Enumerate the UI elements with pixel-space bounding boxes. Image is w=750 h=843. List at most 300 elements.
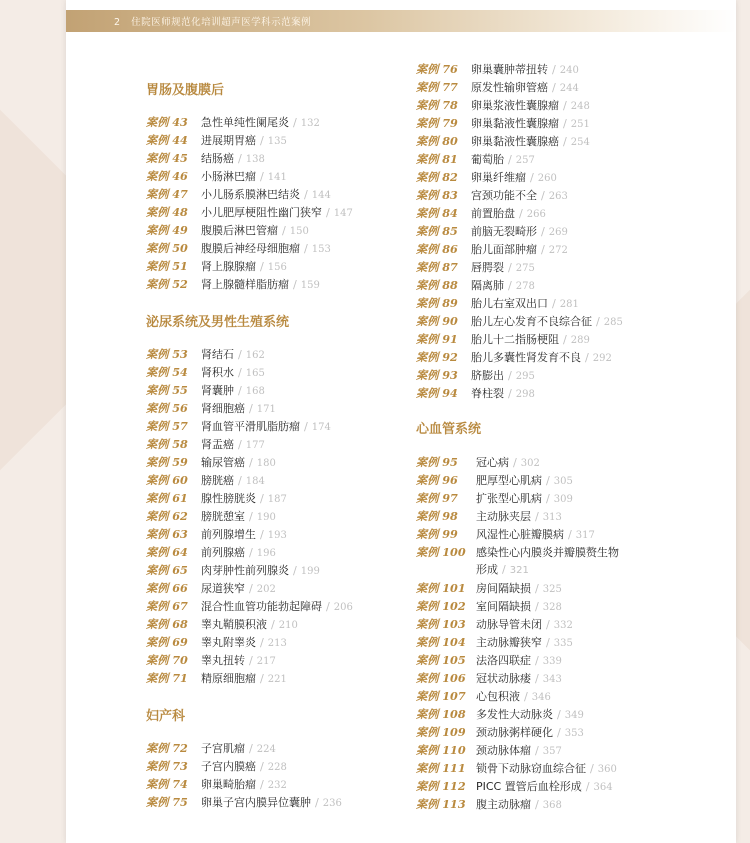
toc-entry[interactable]	[416, 489, 573, 507]
page-separator: /	[260, 170, 264, 183]
page-separator: /	[563, 333, 567, 346]
page-number: 263	[548, 191, 568, 202]
page-number: 177	[245, 440, 265, 451]
page-separator: /	[508, 261, 512, 274]
case-title: 小肠淋巴瘤	[201, 170, 256, 183]
page-separator: /	[271, 618, 275, 631]
toc-entry[interactable]	[416, 348, 612, 366]
page-number: 254	[570, 137, 590, 148]
toc-entry[interactable]	[416, 132, 590, 150]
page-number: 196	[256, 548, 276, 559]
running-header	[66, 10, 736, 32]
case-title: 主动脉夹层	[476, 510, 531, 523]
case-title: 小儿肥厚梗阻性幽门狭窄	[201, 206, 322, 219]
case-number: 案例 103	[416, 617, 466, 631]
toc-entry[interactable]	[416, 294, 579, 312]
toc-entry[interactable]	[416, 114, 590, 132]
page-separator: /	[552, 81, 556, 94]
toc-entry[interactable]	[146, 793, 342, 811]
toc-entry[interactable]	[146, 167, 287, 185]
page-number: 269	[548, 227, 568, 238]
section-title: 胃肠及腹膜后	[146, 83, 225, 98]
page-separator: /	[249, 654, 253, 667]
case-number: 案例 110	[416, 743, 466, 757]
case-number: 案例 82	[416, 170, 458, 184]
page-number: 165	[245, 368, 265, 379]
case-number: 案例 95	[416, 455, 458, 469]
page-separator: /	[293, 564, 297, 577]
toc-entry[interactable]	[146, 185, 331, 203]
case-number: 案例 91	[416, 332, 458, 346]
case-number: 案例 49	[146, 223, 188, 237]
page-number: 224	[256, 744, 276, 755]
page-separator: /	[524, 690, 528, 703]
case-number: 案例 54	[146, 365, 188, 379]
case-title: 宫颈功能不全	[471, 189, 537, 202]
toc-entry[interactable]	[416, 150, 535, 168]
page-number: 260	[537, 173, 557, 184]
case-title: 扩张型心肌病	[476, 492, 542, 505]
page-number: 228	[267, 762, 287, 773]
page-number: 281	[559, 299, 579, 310]
page-separator: /	[546, 474, 550, 487]
toc-entry[interactable]	[146, 633, 287, 651]
case-title: 卵巢囊肿蒂扭转	[471, 63, 548, 76]
toc-entry[interactable]	[416, 384, 535, 402]
toc-entry[interactable]	[416, 687, 551, 705]
case-title: 肾细胞癌	[201, 402, 245, 415]
page-separator: /	[249, 546, 253, 559]
page-number: 162	[245, 350, 265, 361]
case-title: 肾盂癌	[201, 438, 234, 451]
case-number: 案例 75	[146, 795, 188, 809]
page-separator: /	[293, 278, 297, 291]
page-number: 298	[515, 389, 535, 400]
toc-entry[interactable]	[416, 615, 573, 633]
page-number: 221	[267, 674, 287, 685]
page-separator: /	[249, 402, 253, 415]
case-number: 案例 53	[146, 347, 188, 361]
toc-entry[interactable]	[416, 525, 595, 543]
case-title: 动脉导管未闭	[476, 618, 542, 631]
toc-entry[interactable]	[146, 381, 265, 399]
page-separator: /	[260, 134, 264, 147]
case-title: 室间隔缺损	[476, 600, 531, 613]
toc-entry[interactable]	[416, 741, 562, 759]
page-number: 339	[542, 656, 562, 667]
case-number: 案例 111	[416, 761, 466, 775]
toc-entry[interactable]	[146, 543, 276, 561]
case-title: 卵巢畸胎瘤	[201, 778, 256, 791]
page-number: 217	[256, 656, 276, 667]
toc-entry[interactable]	[416, 366, 535, 384]
case-title: 隔离肺	[471, 279, 504, 292]
case-number: 案例 89	[416, 296, 458, 310]
case-number: 案例 62	[146, 509, 188, 523]
page-separator: /	[546, 618, 550, 631]
toc-entry[interactable]	[146, 471, 265, 489]
page-separator: /	[249, 510, 253, 523]
case-title: 膀胱憩室	[201, 510, 245, 523]
toc-entry[interactable]	[416, 60, 579, 78]
page-number: 368	[542, 800, 562, 811]
case-title: 子宫肌瘤	[201, 742, 245, 755]
page-number: 289	[570, 335, 590, 346]
case-number: 案例 43	[146, 115, 188, 129]
page-separator: /	[519, 207, 523, 220]
case-title: 脐膨出	[471, 369, 504, 382]
page-number: 147	[333, 208, 353, 219]
case-title: 肾上腺髓样脂肪瘤	[201, 278, 289, 291]
case-title: 唇腭裂	[471, 261, 504, 274]
page-number: 349	[564, 710, 584, 721]
case-number: 案例 88	[416, 278, 458, 292]
page-number: 332	[553, 620, 573, 631]
page-separator: /	[596, 315, 600, 328]
page-separator: /	[260, 672, 264, 685]
page-number: 285	[603, 317, 623, 328]
toc-entry[interactable]	[416, 312, 623, 330]
page-separator: /	[260, 778, 264, 791]
case-title: 输尿管癌	[201, 456, 245, 469]
toc-entry[interactable]	[146, 453, 276, 471]
case-title: 卵巢纤维瘤	[471, 171, 526, 184]
page-separator: /	[508, 369, 512, 382]
toc-entry[interactable]	[146, 131, 287, 149]
toc-entry[interactable]	[416, 276, 535, 294]
case-number: 案例 102	[416, 599, 466, 613]
page-separator: /	[568, 528, 572, 541]
page-number: 346	[531, 692, 551, 703]
page-number: 272	[548, 245, 568, 256]
toc-entry[interactable]	[416, 579, 562, 597]
page-separator: /	[249, 456, 253, 469]
page-separator: /	[238, 152, 242, 165]
case-title: PICC 置管后血栓形成	[476, 780, 582, 793]
case-title: 肉芽肿性前列腺炎	[201, 564, 289, 577]
toc-entry[interactable]	[416, 204, 546, 222]
page-number: 187	[267, 494, 287, 505]
case-title: 腺性膀胱炎	[201, 492, 256, 505]
toc-entry[interactable]	[416, 168, 557, 186]
case-number: 案例 66	[146, 581, 188, 595]
case-title: 精原细胞瘤	[201, 672, 256, 685]
case-title: 腹主动脉瘤	[476, 798, 531, 811]
case-number: 案例 48	[146, 205, 188, 219]
toc-entry[interactable]	[146, 561, 320, 579]
case-title: 胎儿左心发育不良综合征	[471, 315, 592, 328]
toc-entry[interactable]	[416, 777, 613, 795]
case-title: 冠状动脉瘘	[476, 672, 531, 685]
case-number: 案例 74	[146, 777, 188, 791]
toc-entry[interactable]	[416, 759, 617, 777]
case-title: 结肠癌	[201, 152, 234, 165]
page-separator: /	[535, 582, 539, 595]
header-page-number: 2	[114, 17, 121, 28]
page-separator: /	[563, 99, 567, 112]
case-number: 案例 83	[416, 188, 458, 202]
toc-entry[interactable]	[146, 239, 331, 257]
toc-entry[interactable]	[416, 795, 562, 813]
page-separator: /	[585, 780, 590, 793]
case-title: 卵巢子宫内膜异位囊肿	[201, 796, 311, 809]
page-number: 156	[267, 262, 287, 273]
page-number: 248	[570, 101, 590, 112]
page-separator: /	[502, 563, 506, 576]
toc-entry[interactable]	[146, 525, 287, 543]
case-number: 案例 60	[146, 473, 188, 487]
page-separator: /	[557, 708, 561, 721]
page-separator: /	[585, 351, 589, 364]
case-title: 睾丸扭转	[201, 654, 245, 667]
page-number: 244	[559, 83, 579, 94]
section-title: 泌尿系统及男性生殖系统	[146, 315, 290, 330]
page-number: 309	[553, 494, 573, 505]
page-separator: /	[304, 188, 308, 201]
page-separator: /	[293, 116, 297, 129]
toc-entry[interactable]	[146, 275, 320, 293]
case-number: 案例 85	[416, 224, 458, 238]
page-separator: /	[315, 796, 319, 809]
page-number: 317	[575, 530, 595, 541]
toc-entry[interactable]	[416, 330, 590, 348]
page-number: 150	[289, 226, 309, 237]
page-number: 144	[311, 190, 331, 201]
page-separator: /	[249, 582, 253, 595]
toc-entry[interactable]	[416, 471, 573, 489]
page-number: 210	[278, 620, 298, 631]
page-number: 132	[300, 118, 320, 129]
page-separator: /	[282, 224, 286, 237]
page-separator: /	[557, 726, 561, 739]
case-number: 案例 96	[416, 473, 458, 487]
toc-entry[interactable]	[146, 221, 309, 239]
toc-entry[interactable]	[146, 113, 320, 131]
toc-entry[interactable]	[416, 453, 540, 471]
page-number: 184	[245, 476, 265, 487]
toc-entry[interactable]	[416, 78, 579, 96]
page-separator: /	[249, 742, 253, 755]
toc-entry[interactable]	[146, 651, 276, 669]
toc-entry[interactable]	[146, 417, 331, 435]
toc-entry[interactable]	[146, 345, 265, 363]
page-number: 135	[267, 136, 287, 147]
toc-entry[interactable]	[146, 489, 287, 507]
case-number: 案例 78	[416, 98, 458, 112]
toc-entry[interactable]	[146, 669, 287, 687]
page-separator: /	[260, 636, 264, 649]
case-title: 脊柱裂	[471, 387, 504, 400]
page-separator: /	[260, 492, 264, 505]
toc-entry[interactable]	[416, 258, 535, 276]
toc-entry[interactable]	[146, 597, 353, 615]
case-title: 主动脉瓣狭窄	[476, 636, 542, 649]
page-separator: /	[552, 63, 556, 76]
toc-entry[interactable]	[416, 651, 562, 669]
case-number: 案例 55	[146, 383, 188, 397]
page-separator: /	[552, 297, 556, 310]
page-separator: /	[238, 438, 242, 451]
toc-entry[interactable]	[416, 597, 562, 615]
page-number: 232	[267, 780, 287, 791]
case-number: 案例 100	[416, 545, 466, 559]
case-number: 案例 107	[416, 689, 466, 703]
page-number: 168	[245, 386, 265, 397]
page-separator: /	[541, 225, 545, 238]
page-number: 292	[592, 353, 612, 364]
page-number: 257	[515, 155, 535, 166]
page-separator: /	[508, 153, 512, 166]
case-number: 案例 97	[416, 491, 458, 505]
page-number: 202	[256, 584, 276, 595]
case-number: 案例 45	[146, 151, 188, 165]
section-title: 心血管系统	[416, 422, 482, 437]
toc-entry[interactable]	[416, 507, 562, 525]
case-title: 胎儿多囊性肾发育不良	[471, 351, 581, 364]
case-title: 子宫内膜癌	[201, 760, 256, 773]
toc-entry[interactable]	[416, 723, 584, 741]
case-title: 多发性大动脉炎	[476, 708, 553, 721]
page-number: 278	[515, 281, 535, 292]
case-number: 案例 63	[146, 527, 188, 541]
page-separator: /	[238, 366, 242, 379]
toc-entry[interactable]	[146, 257, 287, 275]
case-title: 颈动脉体瘤	[476, 744, 531, 757]
page-separator: /	[535, 600, 539, 613]
toc-entry[interactable]	[416, 186, 568, 204]
header-running-title: 住院医师规范化培训超声医学科示范案例	[131, 17, 312, 28]
case-title-continued: 形成	[476, 563, 498, 576]
page-number: 364	[593, 782, 613, 793]
case-title: 前置胎盘	[471, 207, 515, 220]
case-number: 案例 90	[416, 314, 458, 328]
toc-entry[interactable]	[146, 435, 265, 453]
case-number: 案例 44	[146, 133, 188, 147]
page-number: 171	[256, 404, 276, 415]
toc-entry[interactable]	[146, 775, 287, 793]
case-title: 肾血管平滑肌脂肪瘤	[201, 420, 300, 433]
page-separator: /	[508, 279, 512, 292]
toc-entry[interactable]	[146, 203, 353, 221]
case-title: 睾丸附睾炎	[201, 636, 256, 649]
page-separator: /	[563, 135, 567, 148]
page-number: 180	[256, 458, 276, 469]
case-title: 胎儿十二指肠梗阻	[471, 333, 559, 346]
toc-entry[interactable]	[416, 669, 562, 687]
case-number: 案例 68	[146, 617, 188, 631]
case-title: 锁骨下动脉窃血综合征	[476, 762, 586, 775]
case-number: 案例 64	[146, 545, 188, 559]
case-title: 房间隔缺损	[476, 582, 531, 595]
case-number: 案例 58	[146, 437, 188, 451]
page-separator: /	[304, 242, 308, 255]
toc-entry[interactable]	[416, 633, 573, 651]
page-number: 141	[267, 172, 287, 183]
case-title: 肾积水	[201, 366, 234, 379]
case-title: 感染性心内膜炎并瓣膜赘生物	[476, 546, 619, 559]
case-title: 卵巢浆液性囊腺瘤	[471, 99, 559, 112]
page-number: 313	[542, 512, 562, 523]
toc-entry[interactable]	[146, 399, 276, 417]
case-number: 案例 52	[146, 277, 188, 291]
case-title: 小儿肠系膜淋巴结炎	[201, 188, 300, 201]
case-title: 风湿性心脏瓣膜病	[476, 528, 564, 541]
toc-entry[interactable]	[146, 507, 276, 525]
case-number: 案例 93	[416, 368, 458, 382]
case-number: 案例 112	[416, 779, 466, 793]
page-separator: /	[260, 528, 264, 541]
page-separator: /	[238, 384, 242, 397]
case-number: 案例 80	[416, 134, 458, 148]
toc-entry[interactable]	[146, 363, 265, 381]
case-number: 案例 101	[416, 581, 466, 595]
toc-entry[interactable]	[146, 615, 298, 633]
toc-entry[interactable]	[146, 739, 276, 757]
page-number: 321	[509, 565, 529, 576]
section-title: 妇产科	[146, 709, 186, 724]
case-number: 案例 50	[146, 241, 188, 255]
toc-entry[interactable]	[146, 149, 265, 167]
page-separator: /	[541, 243, 545, 256]
case-title: 腹膜后淋巴管瘤	[201, 224, 278, 237]
case-title: 尿道狭窄	[201, 582, 245, 595]
case-title: 睾丸鞘膜积液	[201, 618, 267, 631]
toc-entry[interactable]	[416, 705, 584, 723]
case-number: 案例 65	[146, 563, 188, 577]
case-number: 案例 70	[146, 653, 188, 667]
page-number: 343	[542, 674, 562, 685]
page-separator: /	[535, 510, 539, 523]
toc-entry[interactable]	[416, 222, 568, 240]
toc-entry[interactable]	[146, 579, 276, 597]
case-number: 案例 71	[146, 671, 188, 685]
page-separator: /	[535, 672, 539, 685]
page-separator: /	[238, 474, 242, 487]
page-number: 240	[559, 65, 579, 76]
page-number: 266	[526, 209, 546, 220]
case-title: 前列腺增生	[201, 528, 256, 541]
page-separator: /	[535, 654, 539, 667]
case-number: 案例 84	[416, 206, 458, 220]
case-number: 案例 92	[416, 350, 458, 364]
page-number: 305	[553, 476, 573, 487]
page-separator: /	[590, 762, 594, 775]
page-number: 357	[542, 746, 562, 757]
case-title: 卵巢黏液性囊腺癌	[471, 135, 559, 148]
case-number: 案例 86	[416, 242, 458, 256]
toc-entry[interactable]	[416, 240, 568, 258]
case-title: 肾上腺腺瘤	[201, 260, 256, 273]
page-separator: /	[508, 387, 512, 400]
toc-entry[interactable]	[416, 543, 619, 561]
toc-entry[interactable]	[416, 96, 590, 114]
case-number: 案例 98	[416, 509, 458, 523]
toc-entry[interactable]	[146, 757, 287, 775]
header-text	[114, 14, 311, 28]
page-number: 335	[553, 638, 573, 649]
toc-entry-continuation[interactable]	[476, 561, 529, 579]
case-number: 案例 46	[146, 169, 188, 183]
page-number: 275	[515, 263, 535, 274]
case-title: 心包积液	[476, 690, 520, 703]
page-separator: /	[238, 348, 242, 361]
page-separator: /	[563, 117, 567, 130]
page-separator: /	[304, 420, 308, 433]
case-number: 案例 94	[416, 386, 458, 400]
case-number: 案例 99	[416, 527, 458, 541]
case-number: 案例 81	[416, 152, 458, 166]
case-number: 案例 72	[146, 741, 188, 755]
